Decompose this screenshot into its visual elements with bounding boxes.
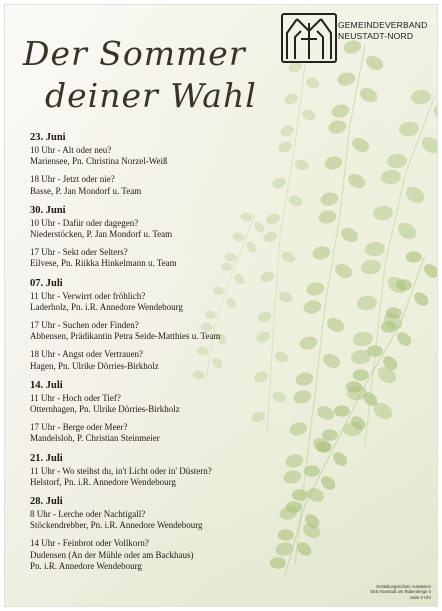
- service-entry: [30, 422, 290, 444]
- service-entry: [30, 320, 290, 342]
- service-place: Mariensee, Pn. Christina Norzel-Weiß: [30, 156, 168, 167]
- service-time-title: 11 Uhr - Wo steihst du, in't Licht oder in' Düstern?: [30, 465, 212, 476]
- service-place: Abbensen, Prädikantin Petra Seide-Matthies u. Team: [30, 331, 221, 342]
- schedule-date: 28. Juli: [30, 496, 63, 508]
- church-cross-logo-icon: [281, 13, 337, 63]
- footer-credits: [370, 584, 431, 601]
- org-name-line1: GEMEINDEVERBAND: [338, 20, 428, 30]
- service-place: Helstorf, Pn. i.R. Annedore Wendebourg: [30, 476, 176, 487]
- schedule-date: 30. Juni: [30, 204, 66, 216]
- service-entry: [30, 247, 290, 269]
- service-place: Hagen, Pn. Ulrike Dörries-Birkholz: [30, 360, 159, 371]
- service-place: Laderholz, Pn. i.R. Annedore Wendebourg: [30, 301, 183, 312]
- service-time-title: 10 Uhr - Alt oder neu?: [30, 145, 112, 155]
- schedule-date: 21. Juli: [30, 452, 63, 464]
- organization-name: [338, 20, 427, 42]
- schedule-day: [30, 380, 290, 445]
- service-entry: [30, 393, 290, 415]
- schedule-date: 07. Juli: [30, 277, 63, 289]
- service-place-continued: Pn. i.R. Annedore Wendebourg: [30, 560, 142, 571]
- service-entry: [30, 509, 290, 531]
- service-time-title: 11 Uhr - Verwirrt oder fröhlich?: [30, 290, 146, 301]
- service-time-title: 18 Uhr - Angst oder Vertrauen?: [30, 349, 144, 360]
- service-entry: [30, 538, 290, 572]
- footer-line1: Gestaltungsschutz Aussteiten: [376, 583, 431, 589]
- service-place: Otternhagen, Pn. Ulrike Dörries-Birkholz: [30, 404, 180, 415]
- service-entry: [30, 291, 290, 313]
- schedule-date: 14. Juli: [30, 379, 63, 391]
- service-place: Eilvese, Pn. Riikka Hinkelmann u. Team: [30, 258, 177, 269]
- schedule-day: [30, 205, 290, 270]
- service-schedule: [30, 132, 290, 580]
- service-time-title: 10 Uhr - Dafür oder dagegen?: [30, 217, 139, 228]
- poster-title: [23, 33, 257, 117]
- service-time-title: 14 Uhr - Feinbrot oder Vollkorn?: [30, 538, 149, 549]
- schedule-day: [30, 132, 290, 197]
- service-place: Stöckendrebber, Pn. i.R. Annedore Wendebourg: [30, 520, 203, 531]
- service-entry: [30, 174, 290, 196]
- schedule-day: [30, 453, 290, 488]
- service-time-title: 17 Uhr - Sekt oder Selters?: [30, 247, 128, 258]
- service-entry: [30, 349, 290, 371]
- service-place: Basse, P. Jan Mondorf u. Team: [30, 185, 142, 196]
- title-line1: Der Sommer: [23, 34, 246, 73]
- service-entry: [30, 218, 290, 240]
- service-place: Dudensen (An der Mühle oder am Backhaus): [30, 549, 194, 560]
- footer-line2: SSS Neustadt am Rübenberge 0: [370, 589, 431, 594]
- service-time-title: 8 Uhr - Lerche oder Nachtigall?: [30, 509, 146, 520]
- service-entry: [30, 466, 290, 488]
- footer-line3: Seite 0 Uhr: [410, 594, 431, 600]
- service-entry: [30, 145, 290, 167]
- service-time-title: 11 Uhr - Hoch oder Tief?: [30, 392, 121, 403]
- poster: [4, 4, 438, 607]
- service-time-title: 17 Uhr - Suchen oder Finden?: [30, 320, 139, 331]
- service-place: Niederstöcken, P. Jan Mondorf u. Team: [30, 229, 173, 240]
- service-time-title: 18 Uhr - Jetzt oder nie?: [30, 174, 115, 185]
- schedule-date: 23. Juni: [30, 132, 66, 143]
- service-time-title: 17 Uhr - Berge oder Meer?: [30, 422, 128, 433]
- service-place: Mandelsloh, P. Christian Steinmeier: [30, 433, 160, 444]
- title-line2: deiner Wahl: [45, 76, 257, 115]
- schedule-day: [30, 278, 290, 372]
- org-name-line2: NEUSTADT-NORD: [338, 31, 414, 41]
- schedule-day: [30, 496, 290, 572]
